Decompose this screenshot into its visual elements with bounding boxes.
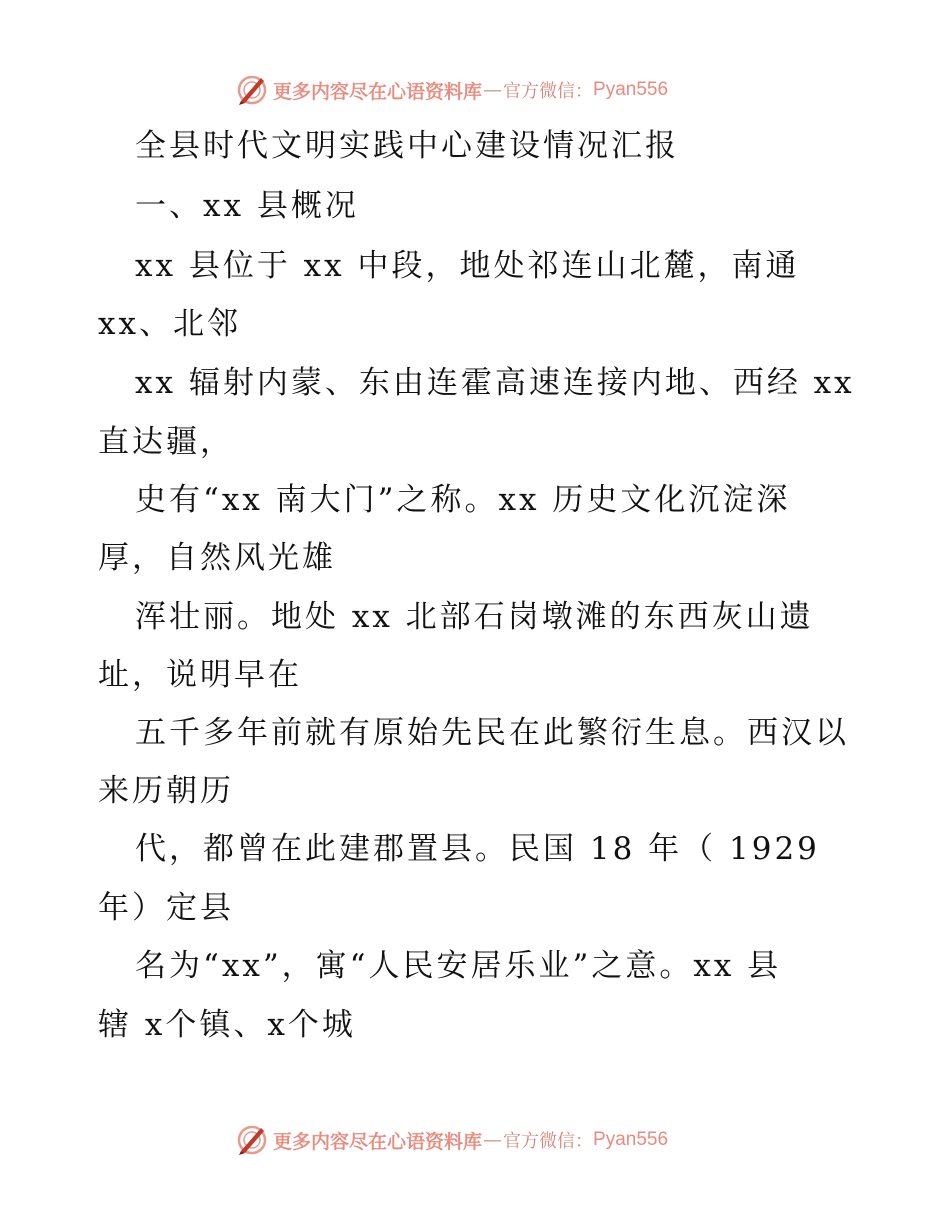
watermark-main-text: 更多内容尽在心语资料库 <box>273 1130 483 1153</box>
watermark-dash: — <box>483 1129 503 1151</box>
paragraph-line: 厚，自然风光雄 <box>98 540 336 576</box>
paragraph-line: 年）定县 <box>98 890 234 926</box>
watermark-wechat-label: 官方微信： <box>503 81 594 102</box>
footer-watermark <box>235 1122 668 1158</box>
paragraph-line: 史有“xx 南大门”之称。xx 历史文化沉淀深 <box>135 482 791 518</box>
paragraph-line: 直达疆， <box>98 424 234 460</box>
document-title: 全县时代文明实践中心建设情况汇报 <box>135 128 679 164</box>
paragraph-line: 辖 x个镇、x个城 <box>98 1007 356 1043</box>
paragraph-line: 代，都曾在此建郡置县。民国 18 年（ 1929 <box>135 831 820 867</box>
watermark-wechat-id: Pyan556 <box>593 79 669 100</box>
paragraph-line: xx 县位于 xx 中段，地处祁连山北麓，南通 <box>135 248 800 284</box>
paragraph-line: 五千多年前就有原始先民在此繁衍生息。西汉以 <box>135 715 849 751</box>
paragraph-line: 浑壮丽。地处 xx 北部石岗墩滩的东西灰山遗 <box>135 599 814 635</box>
watermark-dash: — <box>483 79 503 101</box>
paragraph-line: xx 辐射内蒙、东由连霍高速连接内地、西经 xx <box>135 365 855 401</box>
paragraph-line: 址，说明早在 <box>98 657 302 693</box>
paragraph-line: 来历朝历 <box>98 773 234 809</box>
watermark-main-text: 更多内容尽在心语资料库 <box>273 80 483 103</box>
paragraph-line: xx、北邻 <box>98 306 241 342</box>
quill-logo-icon <box>235 1123 269 1157</box>
section-heading: 一、xx 县概况 <box>135 188 359 224</box>
quill-logo-icon <box>235 73 269 107</box>
paragraph-line: 名为“xx”，寓“人民安居乐业”之意。xx 县 <box>135 948 782 984</box>
watermark-wechat-label: 官方微信： <box>503 1131 594 1152</box>
header-watermark <box>235 72 668 108</box>
watermark-wechat-id: Pyan556 <box>593 1129 669 1150</box>
